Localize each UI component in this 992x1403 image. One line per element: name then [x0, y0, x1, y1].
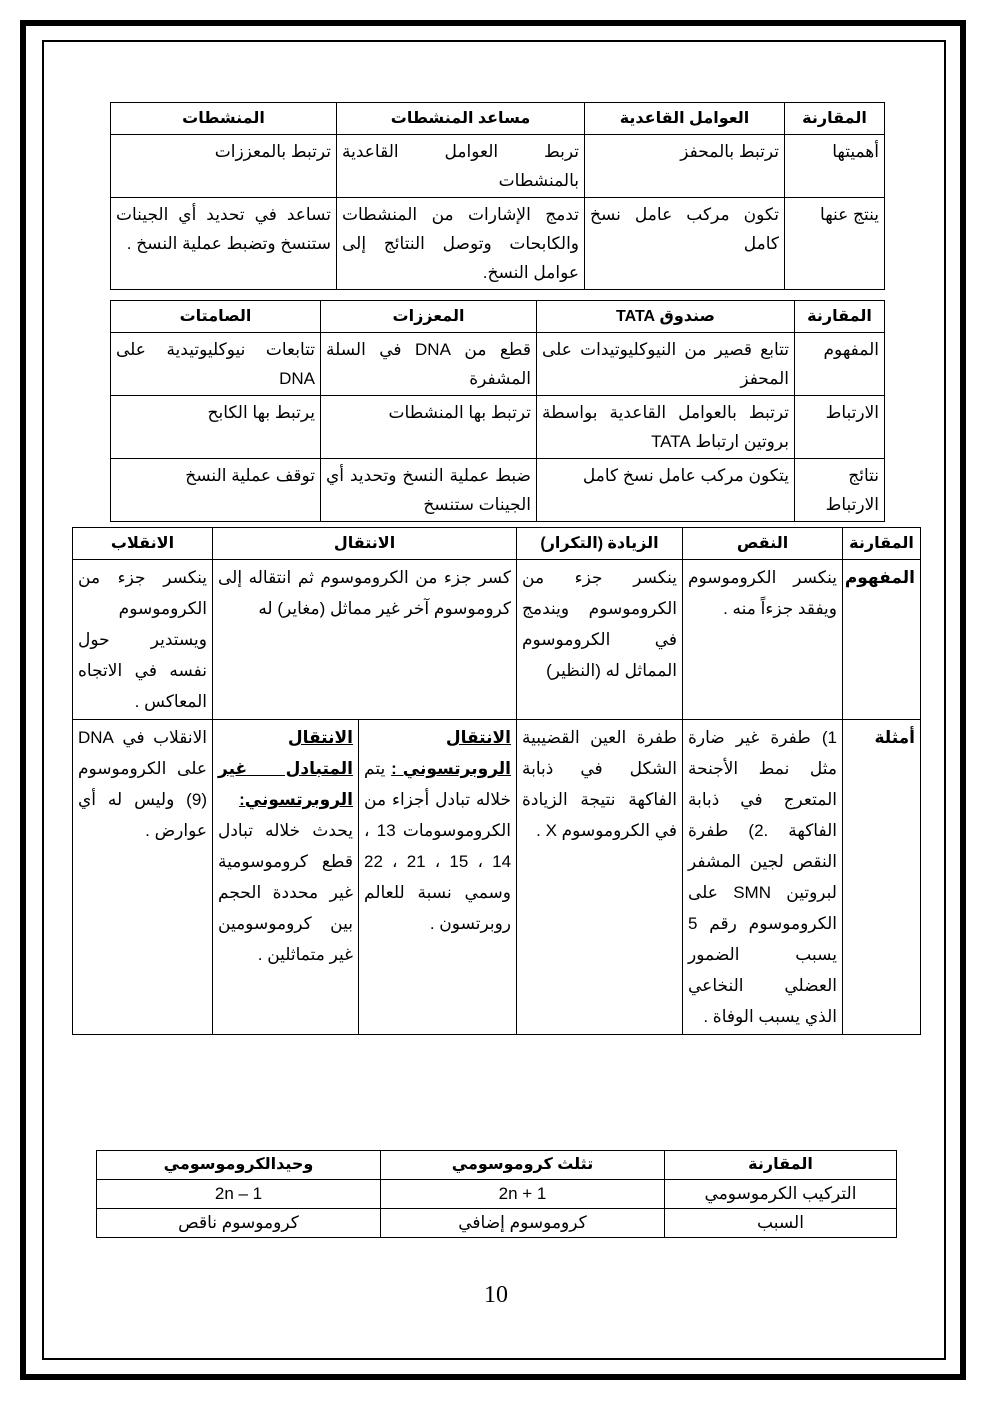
table-cell: طفرة العين القضيبية الشكل في ذبابة الفاكهة نتيجة الزيادة في الكروموسوم X . [517, 720, 683, 1035]
table-header-row [111, 301, 885, 333]
table-row [111, 333, 885, 396]
header-cell: العوامل القاعدية [585, 103, 785, 135]
table-cell: تربط العوامل القاعدية بالمنشطات [337, 135, 585, 198]
table-cell: ترتبط بها المنشطات [321, 396, 537, 459]
table-cell: ترتبط بالمعززات [111, 135, 337, 198]
table-cell: تكون مركب عامل نسخ كامل [585, 198, 785, 290]
header-cell: وحيدالكروموسومي [97, 1151, 381, 1180]
table-row [73, 720, 921, 1035]
header-cell: الصامتات [111, 301, 321, 333]
table-cell: 1) طفرة غير ضارة مثل نمط الأجنحة المتعرج في ذبابة الفاكهة .2) طفرة النقص لجين المشفر لبروتين SMN على الكروموسوم رقم 5 يسبب الضمور العضلي النخاعي الذي يسبب الوفاة . [683, 720, 843, 1035]
header-cell: صندوق TATA [537, 301, 795, 333]
header-cell: تثلث كروموسومي [381, 1151, 665, 1180]
header-cell: الانتقال [213, 528, 517, 560]
table-row [97, 1209, 897, 1238]
table-header-row [111, 103, 885, 135]
table-cell: كروموسوم إضافي [381, 1209, 665, 1238]
table-cell: ينتج عنها [785, 198, 885, 290]
header-cell: المقارنة [843, 528, 921, 560]
header-cell: المعززات [321, 301, 537, 333]
comparison-table-chromosome-mutations [72, 527, 921, 1035]
table-cell: الانقلاب في DNA على الكروموسوم (9) وليس له أي عوارض . [73, 720, 213, 1035]
header-cell: المنشطات [111, 103, 337, 135]
table-header-row [97, 1151, 897, 1180]
header-cell: المقارنة [795, 301, 885, 333]
reciprocal-text: يحدث خلاله تبادل قطع كروموسومية غير محددة الحجم بين كروموسومين غير متماثلين . [218, 821, 353, 964]
table-header-row [73, 528, 921, 560]
header-cell: الزيادة (التكرار) [517, 528, 683, 560]
table-cell: الارتباط [795, 396, 885, 459]
row-label: أمثلة [843, 720, 921, 1035]
table-row [97, 1180, 897, 1209]
table-cell: ترتبط بالمحفز [585, 135, 785, 198]
comparison-table-aneuploidy [96, 1150, 897, 1238]
table-cell: تتابع قصير من النيوكليوتيدات على المحفز [537, 333, 795, 396]
table-cell: ضبط عملية النسخ وتحديد أي الجينات ستنسخ [321, 459, 537, 522]
header-cell: النقص [683, 528, 843, 560]
table-cell: نتائج الارتباط [795, 459, 885, 522]
table-cell: ينكسر الكروموسوم ويفقد جزءاً منه . [683, 560, 843, 720]
table-row [111, 459, 885, 522]
table-row [111, 135, 885, 198]
row-label: المفهوم [843, 560, 921, 720]
table-cell: ينكسر جزء من الكروموسوم ويندمج في الكروموسوم المماثل له (النظير) [517, 560, 683, 720]
page-number: 10 [484, 1282, 508, 1308]
header-cell: مساعد المنشطات [337, 103, 585, 135]
table-cell: كسر جزء من الكروموسوم ثم انتقاله إلى كروموسوم آخر غير مماثل (مغاير) له [213, 560, 517, 720]
table-cell: ترتبط بالعوامل القاعدية بواسطة بروتين ارتباط TATA [537, 396, 795, 459]
table-cell: توقف عملية النسخ [111, 459, 321, 522]
reciprocal-title: الانتقال المتبادل غير الروبرتسوني: [218, 728, 353, 809]
header-cell: المقارنة [665, 1151, 897, 1180]
comparison-table-regulatory-sequences [110, 300, 885, 522]
table-row [111, 198, 885, 290]
table-row [73, 560, 921, 720]
table-cell: المفهوم [795, 333, 885, 396]
header-cell: الانقلاب [73, 528, 213, 560]
table-cell: ينكسر جزء من الكروموسوم ويستدير حول نفسه في الاتجاه المعاكس . [73, 560, 213, 720]
table-row [111, 396, 885, 459]
table-cell: السبب [665, 1209, 897, 1238]
table-cell [213, 720, 359, 1035]
table-cell: التركيب الكرموسومي [665, 1180, 897, 1209]
comparison-table-transcription-factors [110, 102, 885, 290]
table-cell: تتابعات نيوكليوتيدية على DNA [111, 333, 321, 396]
table-cell [359, 720, 517, 1035]
table-cell: تدمج الإشارات من المنشطات والكابحات وتوصل النتائج إلى عوامل النسخ. [337, 198, 585, 290]
table-cell: يتكون مركب عامل نسخ كامل [537, 459, 795, 522]
table-cell: أهميتها [785, 135, 885, 198]
table-cell: كروموسوم ناقص [97, 1209, 381, 1238]
table-cell: 2n – 1 [97, 1180, 381, 1209]
table-cell: يرتبط بها الكابح [111, 396, 321, 459]
robertsonian-text: يتم خلاله تبادل أجزاء من الكروموسومات 13 ، 14 ، 15 ، 21 ، 22 وسمي نسبة للعالم روبرتسون . [364, 759, 512, 933]
header-cell: المقارنة [785, 103, 885, 135]
table-cell: 2n + 1 [381, 1180, 665, 1209]
robertsonian-title: الانتقال الروبرتسوني : [391, 728, 511, 778]
table-cell: تساعد في تحديد أي الجينات ستنسخ وتضبط عملية النسخ . [111, 198, 337, 290]
table-cell: قطع من DNA في السلة المشفرة [321, 333, 537, 396]
